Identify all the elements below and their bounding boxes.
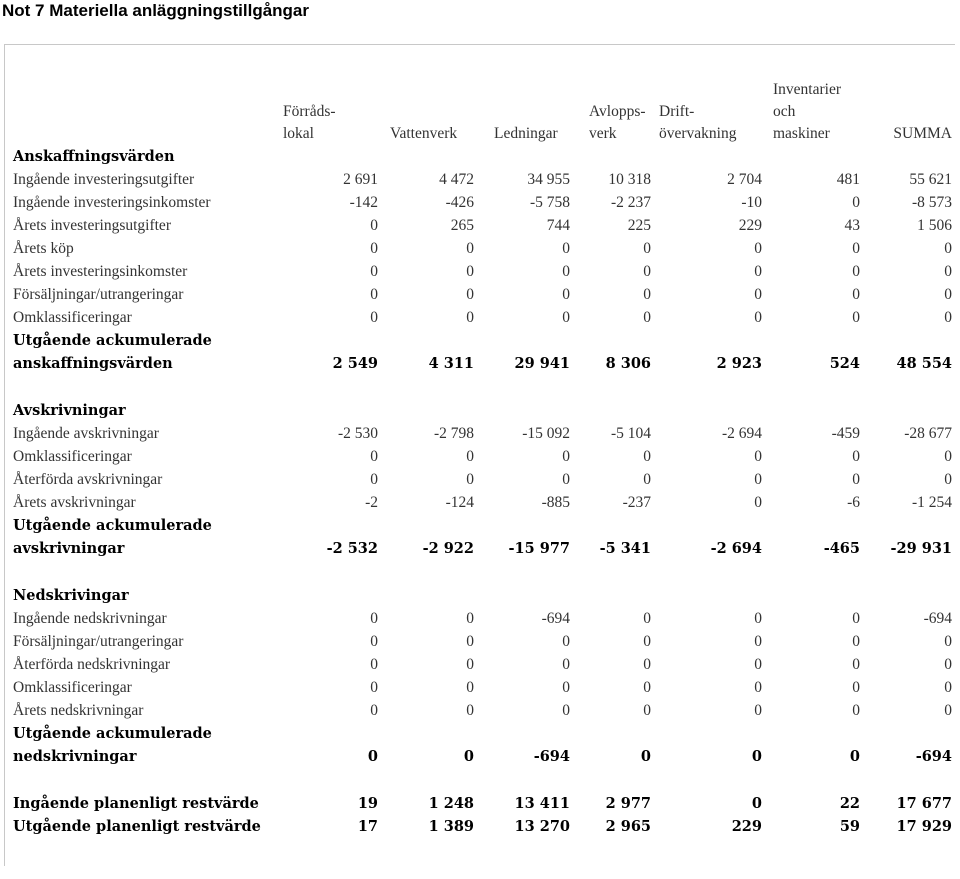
cell-value: 0 (562, 286, 570, 303)
cell-value (766, 722, 864, 745)
cell-value: 0 (370, 610, 378, 627)
row-label: Utgående ackumulerade (13, 332, 212, 349)
cell-value (655, 399, 766, 422)
cell-value (574, 145, 655, 168)
cell-value: 0 (643, 656, 651, 673)
cell-value (574, 722, 655, 745)
cell-value (864, 584, 956, 607)
cell-value: 225 (627, 217, 651, 234)
spacer-row (5, 768, 956, 792)
cell-value (574, 514, 655, 537)
cell-value: -2 532 (326, 540, 378, 557)
header-forradslokal: Förråds- lokal (283, 103, 336, 142)
header-driftovervakning: Drift- övervakning (659, 103, 737, 142)
cell-value: 2 704 (727, 171, 762, 188)
assets-table (5, 45, 956, 838)
note-table-frame (4, 44, 955, 866)
cell-value: 0 (852, 471, 860, 488)
cell-value: 481 (836, 171, 860, 188)
section-heading-avskrivningar (5, 399, 956, 422)
row-label: Omklassificeringar (13, 309, 132, 326)
table-row (5, 306, 956, 329)
cell-value: 4 472 (439, 171, 474, 188)
cell-value (315, 514, 382, 537)
cell-value: 0 (562, 448, 570, 465)
cell-value: 2 549 (332, 355, 378, 372)
row-label: Ingående investeringsutgifter (13, 171, 195, 188)
cell-value: 2 691 (343, 171, 378, 188)
cell-value (315, 722, 382, 745)
cell-value: 0 (466, 309, 474, 326)
cell-value: 0 (370, 263, 378, 280)
cell-value: 0 (643, 263, 651, 280)
cell-value: 0 (754, 263, 762, 280)
cell-value: -459 (831, 425, 860, 442)
cell-value: -465 (823, 540, 860, 557)
row-label: Årets investeringsinkomster (13, 263, 188, 280)
cell-value (864, 514, 956, 537)
row-label: avskrivningar (13, 540, 125, 557)
cell-value: -1 254 (911, 494, 952, 511)
cell-value: 0 (754, 494, 762, 511)
cell-value: 0 (466, 656, 474, 673)
cell-value: -694 (915, 748, 952, 765)
cell-value (766, 399, 864, 422)
cell-value: 17 929 (896, 818, 952, 835)
row-label: Ingående nedskrivningar (13, 610, 167, 627)
row-label: Återförda nedskrivningar (13, 656, 171, 673)
cell-value: 0 (367, 748, 378, 765)
cell-value: -426 (445, 194, 474, 211)
table-row (5, 653, 956, 676)
cell-value (766, 514, 864, 537)
cell-value: 0 (751, 748, 762, 765)
cell-value: -29 931 (890, 540, 952, 557)
row-label: Utgående ackumulerade (13, 725, 212, 742)
table-row (5, 607, 956, 630)
cell-value: 0 (643, 448, 651, 465)
row-label: nedskrivningar (13, 748, 137, 765)
cell-value: 2 965 (605, 818, 651, 835)
cell-value (382, 145, 478, 168)
cell-value (478, 329, 574, 352)
header-ledningar: Ledningar (494, 125, 558, 142)
cell-value: 0 (852, 309, 860, 326)
cell-value: 13 270 (514, 818, 570, 835)
cell-value: -2 530 (337, 425, 378, 442)
cell-value (655, 514, 766, 537)
cell-value: 29 941 (514, 355, 570, 372)
header-avloppsverk: Avlopps- verk (589, 103, 646, 142)
spacer-row (5, 560, 956, 584)
cell-value: 0 (370, 309, 378, 326)
cell-value (766, 584, 864, 607)
cell-value: 0 (944, 633, 952, 650)
cell-value: 0 (754, 656, 762, 673)
cell-value: 0 (466, 263, 474, 280)
cell-value: 2 923 (716, 355, 762, 372)
cell-value (864, 329, 956, 352)
cell-value (478, 584, 574, 607)
cell-value: 0 (754, 679, 762, 696)
row-label: Årets nedskrivningar (13, 702, 144, 719)
cell-value: -694 (533, 748, 570, 765)
cell-value: 0 (944, 448, 952, 465)
row-label: Omklassificeringar (13, 679, 132, 696)
cell-value (478, 145, 574, 168)
cell-value (315, 399, 382, 422)
cell-value: -694 (923, 610, 952, 627)
row-label: Årets köp (13, 240, 74, 257)
cell-value: 0 (643, 610, 651, 627)
row-label: Utgående ackumulerade (13, 517, 212, 534)
total-row-avskrivningar (5, 537, 956, 560)
cell-value: 0 (754, 309, 762, 326)
section-heading-nedskrivningar (5, 584, 956, 607)
header-summa: SUMMA (893, 125, 952, 142)
total-label-row (5, 722, 956, 745)
cell-value: 1 248 (428, 795, 474, 812)
cell-value: -124 (445, 494, 474, 511)
row-label: Avskrivningar (13, 402, 126, 419)
cell-value: 0 (643, 471, 651, 488)
cell-value: -2 922 (422, 540, 474, 557)
cell-value: 0 (944, 679, 952, 696)
cell-value: 524 (829, 355, 860, 372)
row-label: Årets investeringsutgifter (13, 217, 171, 234)
cell-value: 34 955 (527, 171, 570, 188)
cell-value (864, 145, 956, 168)
cell-value: 0 (944, 286, 952, 303)
cell-value: -10 (741, 194, 762, 211)
cell-value: 0 (466, 679, 474, 696)
table-row (5, 468, 956, 491)
cell-value: -15 977 (508, 540, 570, 557)
table-row (5, 283, 956, 306)
cell-value: 0 (370, 656, 378, 673)
cell-value (315, 145, 382, 168)
cell-value: 0 (466, 471, 474, 488)
cell-value: 59 (839, 818, 860, 835)
cell-value: 0 (751, 795, 762, 812)
cell-value (382, 722, 478, 745)
cell-value: 0 (562, 702, 570, 719)
cell-value: -2 694 (721, 425, 762, 442)
row-label: anskaffningsvärden (13, 355, 173, 372)
cell-value: 0 (643, 286, 651, 303)
cell-value (382, 329, 478, 352)
cell-value: 17 (357, 818, 378, 835)
cell-value: -15 092 (522, 425, 570, 442)
cell-value: 0 (562, 679, 570, 696)
cell-value: 0 (944, 240, 952, 257)
header-vattenverk: Vattenverk (390, 125, 458, 142)
total-row-anskaffning (5, 352, 956, 375)
cell-value (655, 145, 766, 168)
cell-value: 48 554 (896, 355, 952, 372)
cell-value: -142 (349, 194, 378, 211)
cell-value: 10 318 (608, 171, 651, 188)
cell-value: -2 798 (433, 425, 474, 442)
cell-value: 0 (466, 240, 474, 257)
cell-value: 0 (643, 679, 651, 696)
cell-value: 0 (852, 194, 860, 211)
cell-value: 0 (944, 471, 952, 488)
cell-value: 0 (852, 286, 860, 303)
cell-value: 0 (370, 633, 378, 650)
row-label: Försäljningar/utrangeringar (13, 286, 184, 303)
summary-row (5, 792, 956, 815)
cell-value: -5 758 (529, 194, 570, 211)
cell-value: -5 341 (599, 540, 651, 557)
table-row (5, 676, 956, 699)
cell-value (478, 399, 574, 422)
cell-value: 0 (754, 702, 762, 719)
cell-value: 19 (357, 795, 378, 812)
cell-value (478, 514, 574, 537)
cell-value: 0 (754, 286, 762, 303)
cell-value (655, 722, 766, 745)
cell-value: 8 306 (605, 355, 651, 372)
cell-value: 0 (463, 748, 474, 765)
cell-value: -28 677 (904, 425, 952, 442)
cell-value: 0 (562, 309, 570, 326)
cell-value (574, 584, 655, 607)
header-inventarier: Inventarier och maskiner (773, 81, 841, 142)
cell-value: 22 (839, 795, 860, 812)
header-label-spacer (5, 45, 315, 145)
cell-value: 0 (852, 610, 860, 627)
table-row (5, 445, 956, 468)
cell-value: 4 311 (428, 355, 474, 372)
cell-value (574, 329, 655, 352)
table-row (5, 699, 956, 722)
cell-value: -2 694 (710, 540, 762, 557)
cell-value (382, 514, 478, 537)
row-label: Ingående avskrivningar (13, 425, 159, 442)
cell-value: 0 (944, 309, 952, 326)
cell-value: 0 (643, 633, 651, 650)
cell-value (574, 399, 655, 422)
cell-value: 0 (852, 679, 860, 696)
cell-value: 0 (370, 217, 378, 234)
summary-row (5, 815, 956, 838)
cell-value: 0 (562, 471, 570, 488)
cell-value: 0 (852, 633, 860, 650)
cell-value: 0 (754, 610, 762, 627)
cell-value: -694 (541, 610, 570, 627)
total-label-row (5, 514, 956, 537)
cell-value: 0 (852, 702, 860, 719)
cell-value: -8 573 (911, 194, 952, 211)
cell-value (655, 329, 766, 352)
cell-value: -6 (847, 494, 860, 511)
cell-value: 0 (640, 748, 651, 765)
cell-value: 265 (450, 217, 474, 234)
cell-value (315, 329, 382, 352)
cell-value (382, 399, 478, 422)
cell-value (382, 584, 478, 607)
cell-value: 0 (466, 702, 474, 719)
spacer-row (5, 375, 956, 399)
header-row (5, 45, 956, 145)
cell-value: 0 (944, 263, 952, 280)
cell-value: 0 (849, 748, 860, 765)
cell-value (864, 722, 956, 745)
cell-value: 0 (466, 286, 474, 303)
cell-value: -2 (365, 494, 378, 511)
cell-value (315, 584, 382, 607)
cell-value: 0 (643, 309, 651, 326)
section-heading-anskaffning (5, 145, 956, 168)
total-row-nedskrivningar (5, 745, 956, 768)
cell-value: 0 (562, 240, 570, 257)
cell-value: 0 (466, 448, 474, 465)
cell-value: 43 (844, 217, 860, 234)
cell-value: 0 (944, 656, 952, 673)
table-row (5, 260, 956, 283)
row-label: Återförda avskrivningar (13, 471, 163, 488)
cell-value: 17 677 (896, 795, 952, 812)
cell-value (655, 584, 766, 607)
row-label: Anskaffningsvärden (13, 148, 175, 165)
cell-value: 0 (370, 679, 378, 696)
cell-value: 0 (643, 702, 651, 719)
cell-value: 0 (852, 448, 860, 465)
cell-value: 229 (731, 818, 762, 835)
cell-value: 0 (944, 702, 952, 719)
total-label-row (5, 329, 956, 352)
table-row (5, 214, 956, 237)
cell-value: 0 (852, 240, 860, 257)
cell-value: 0 (370, 702, 378, 719)
cell-value: -2 237 (610, 194, 651, 211)
cell-value: -237 (622, 494, 651, 511)
cell-value (478, 722, 574, 745)
cell-value: -885 (541, 494, 570, 511)
row-label: Årets avskrivningar (13, 494, 136, 511)
cell-value: 0 (754, 471, 762, 488)
cell-value: 0 (562, 263, 570, 280)
table-row (5, 491, 956, 514)
cell-value: -5 104 (610, 425, 651, 442)
table-row (5, 237, 956, 260)
page-title: Not 7 Materiella anläggningstillgångar (2, 1, 309, 20)
table-row (5, 168, 956, 191)
cell-value: 1 389 (428, 818, 474, 835)
row-label: Nedskrivingar (13, 587, 129, 604)
cell-value: 13 411 (514, 795, 570, 812)
row-label: Försäljningar/utrangeringar (13, 633, 184, 650)
cell-value (864, 399, 956, 422)
row-label: Omklassificeringar (13, 448, 132, 465)
cell-value: 2 977 (605, 795, 651, 812)
cell-value: 0 (466, 610, 474, 627)
row-label: Ingående investeringsinkomster (13, 194, 211, 211)
cell-value: 0 (852, 656, 860, 673)
cell-value: 0 (370, 286, 378, 303)
cell-value (766, 329, 864, 352)
cell-value: 0 (852, 263, 860, 280)
cell-value: 0 (754, 448, 762, 465)
cell-value: 0 (754, 240, 762, 257)
cell-value: 0 (754, 633, 762, 650)
table-row (5, 191, 956, 214)
table-row (5, 422, 956, 445)
cell-value: 0 (370, 471, 378, 488)
cell-value: 744 (546, 217, 570, 234)
cell-value: 0 (562, 656, 570, 673)
cell-value: 0 (370, 240, 378, 257)
row-label: Ingående planenligt restvärde (13, 795, 259, 812)
cell-value: 0 (466, 633, 474, 650)
row-label: Utgående planenligt restvärde (13, 818, 261, 835)
cell-value: 55 621 (909, 171, 952, 188)
cell-value: 0 (562, 633, 570, 650)
cell-value (766, 145, 864, 168)
table-row (5, 630, 956, 653)
cell-value: 229 (738, 217, 762, 234)
cell-value: 0 (643, 240, 651, 257)
cell-value: 1 506 (917, 217, 952, 234)
cell-value: 0 (370, 448, 378, 465)
